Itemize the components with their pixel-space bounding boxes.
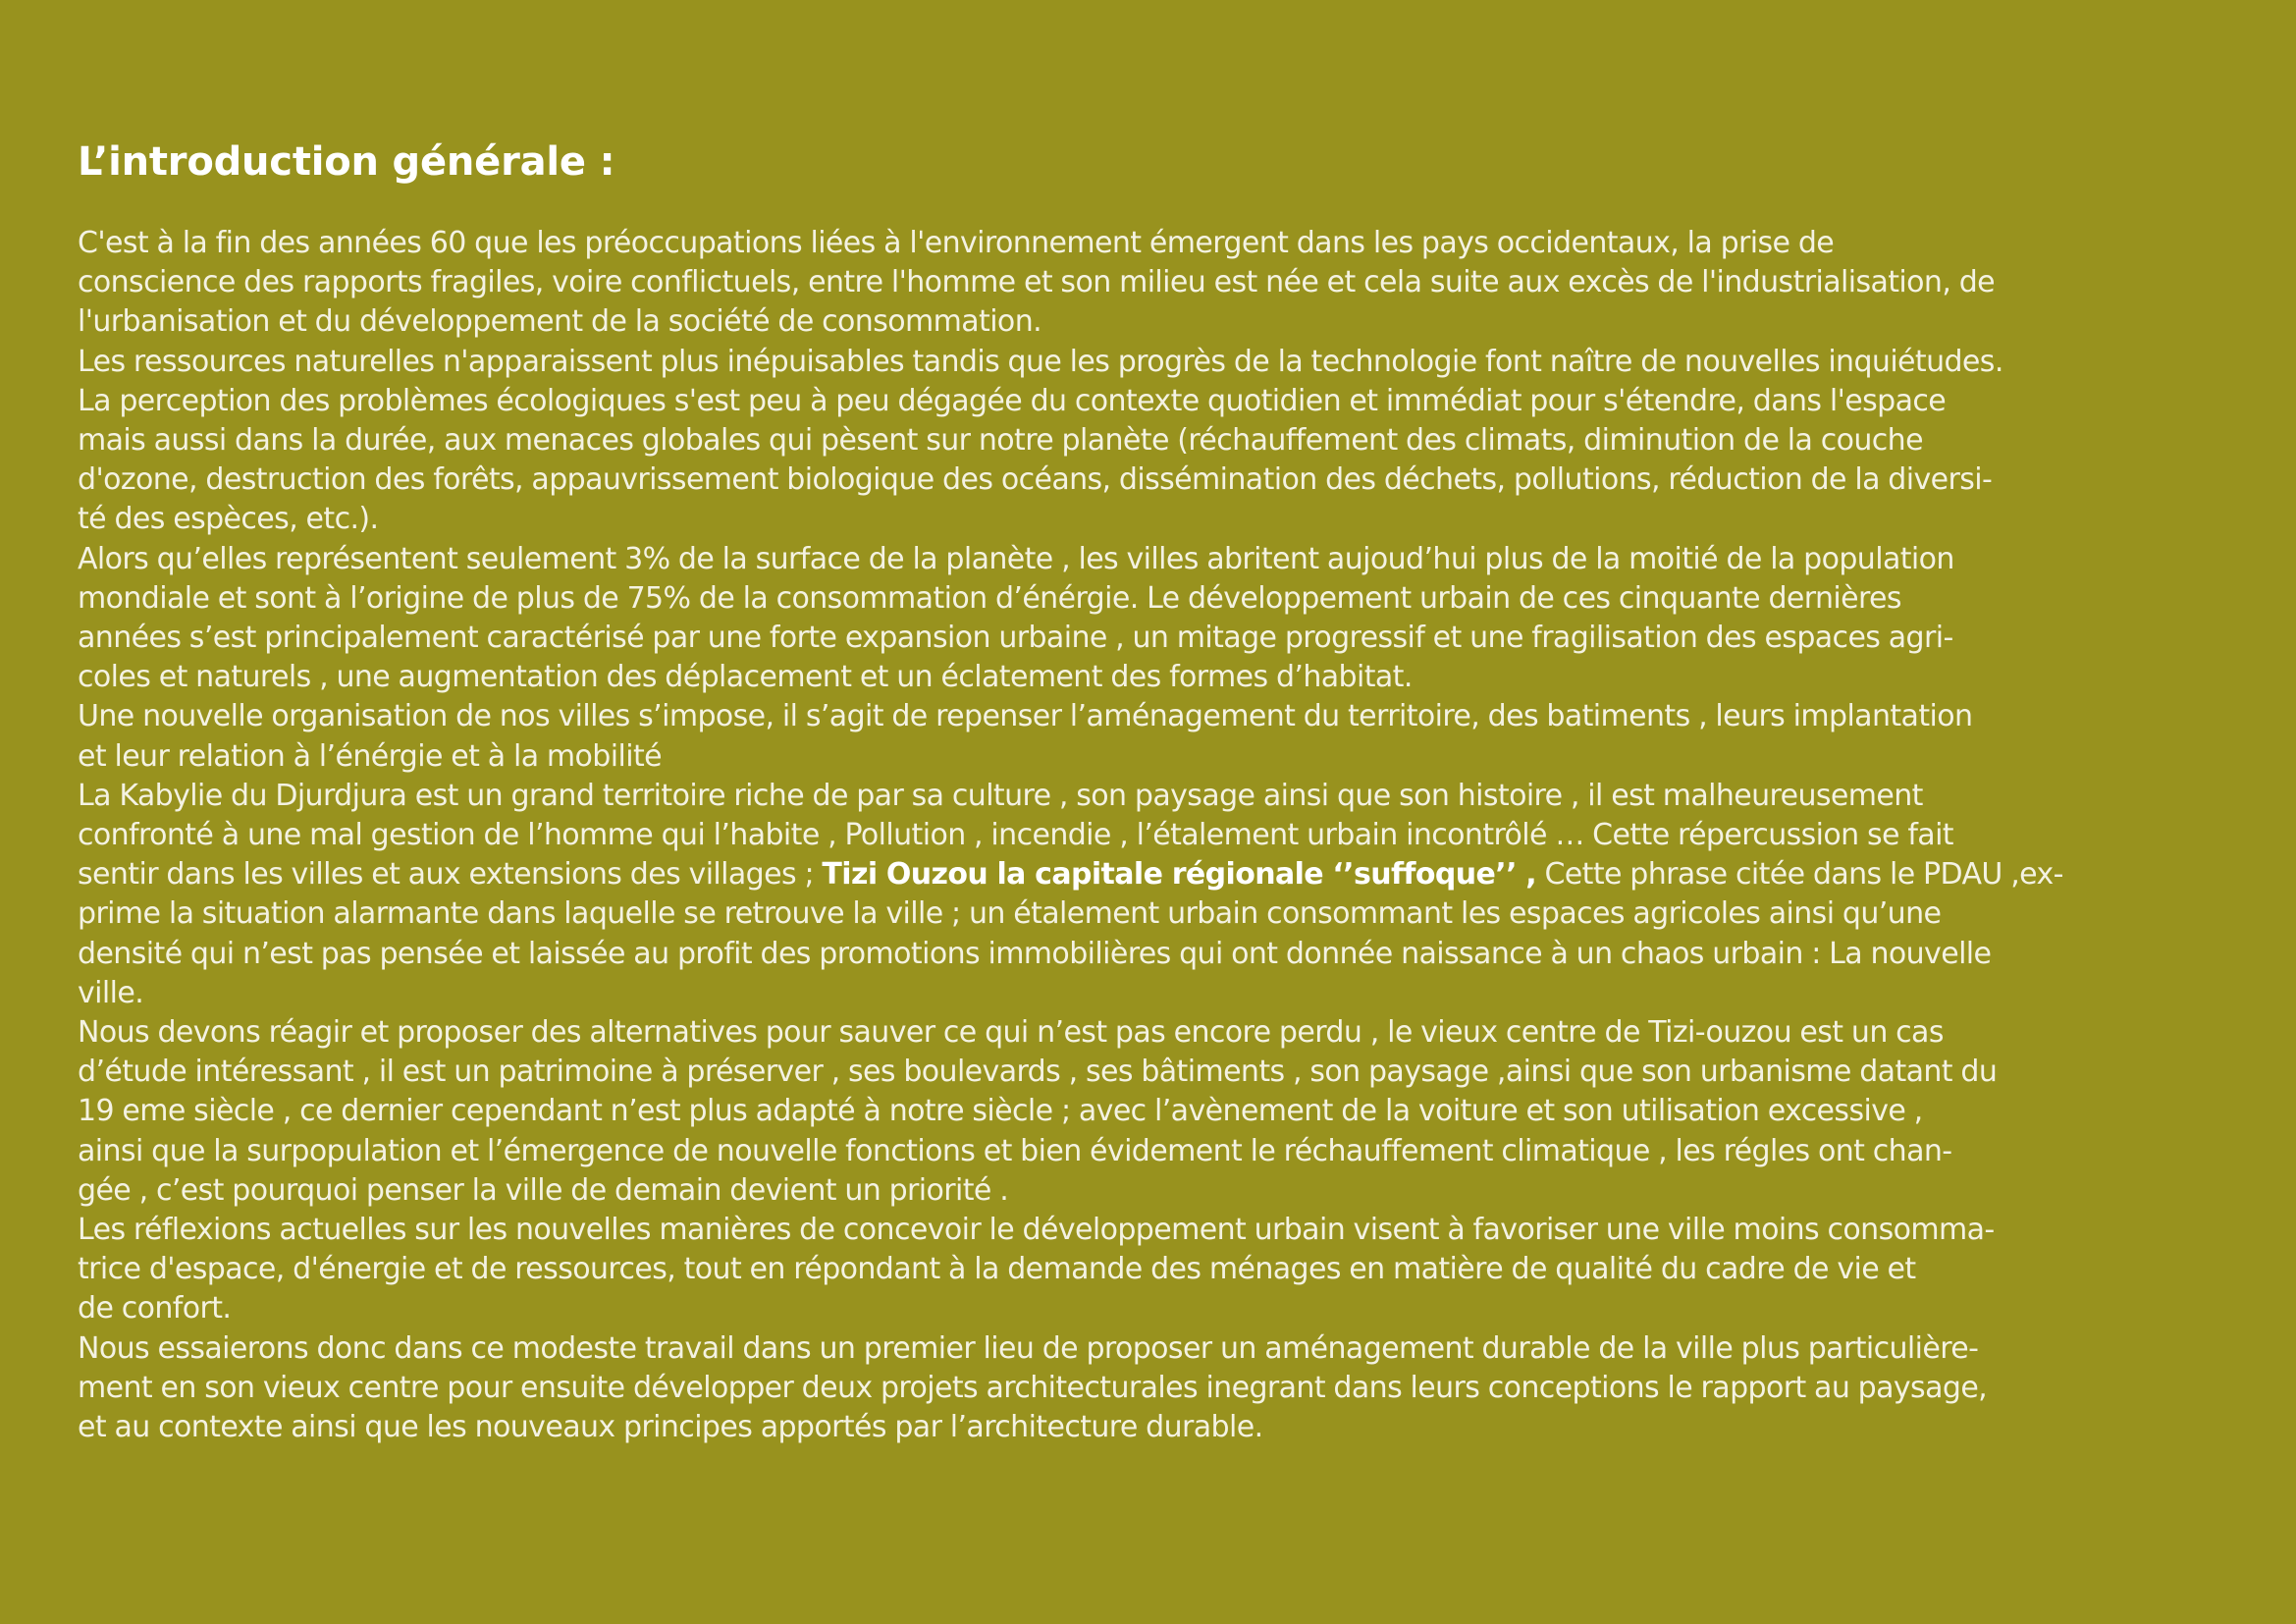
body-line: ville.	[78, 975, 144, 1010]
page-title: L’introduction générale :	[78, 139, 615, 185]
body-line-text: sentir dans les villes et aux extensions des villages ;	[78, 857, 823, 893]
body-line: mais aussi dans la durée, aux menaces globales qui pèsent sur notre planète (réchauffement des climats, diminution de la couche	[78, 423, 1923, 459]
body-line: et leur relation à l’énérgie et à la mobilité	[78, 738, 662, 774]
body-line	[78, 855, 2257, 894]
body-line: d’étude intéressant , il est un patrimoine à préserver , ses boulevards , ses bâtiments , son paysage ,ainsi que son urbanisme datant du	[78, 1055, 1998, 1090]
body-line: Nous devons réagir et proposer des alternatives pour sauver ce qui n’est pas encore perdu , le vieux centre de Tizi-ouzou est un cas	[78, 1015, 1944, 1051]
body-line: l'urbanisation et du développement de la société de consommation.	[78, 304, 1042, 340]
body-line: confronté à une mal gestion de l’homme qui l’habite , Pollution , incendie , l’étalement urbain incontrôlé … Cette répercussion se fait	[78, 818, 1953, 853]
body-line: densité qui n’est pas pensée et laissée au profit des promotions immobilières qui ont donnée naissance à un chaos urbain : La nouvelle	[78, 936, 1992, 971]
body-line: La perception des problèmes écologiques s'est peu à peu dégagée du contexte quotidien et immédiat pour s'étendre, dans l'espace	[78, 383, 1947, 418]
body-line: C'est à la fin des années 60 que les préoccupations liées à l'environnement émergent dans les pays occidentaux, la prise de	[78, 226, 1835, 260]
body-line: Les réflexions actuelles sur les nouvelles manières de concevoir le développement urbain visent à favoriser une ville moins consomma-	[78, 1213, 1995, 1248]
body-line: années s’est principalement caractérisé par une forte expansion urbaine , un mitage progressif et une fragilisation des espaces agri-	[78, 621, 1953, 656]
body-line: ment en son vieux centre pour ensuite développer deux projets architecturales inegrant dans leurs conceptions le rapport au paysage,	[78, 1370, 1988, 1405]
body-line: 19 eme siècle , ce dernier cependant n’est plus adapté à notre siècle ; avec l’avènement de la voiture et son utilisation excessive ,	[78, 1094, 1923, 1129]
body-line: Une nouvelle organisation de nos villes s’impose, il s’agit de repenser l’aménagement du territoire, des batiments , leurs implantation	[78, 699, 1973, 734]
body-line: conscience des rapports fragiles, voire conflictuels, entre l'homme et son milieu est née et cela suite aux excès de l'industrialisation, de	[78, 265, 1996, 300]
body-line: et au contexte ainsi que les nouveaux principes apportés par l’architecture durable.	[78, 1410, 1263, 1445]
body-line: gée , c’est pourquoi penser la ville de demain devient un priorité .	[78, 1172, 1009, 1208]
body-line: de confort.	[78, 1291, 232, 1326]
body-line: ainsi que la surpopulation et l’émergence de nouvelle fonctions et bien évidement le réchauffement climatique , les régles ont chan-	[78, 1133, 1952, 1168]
body-line: mondiale et sont à l’origine de plus de 75% de la consommation d’énérgie. Le développement urbain de ces cinquante dernières	[78, 580, 1901, 616]
body-line: d'ozone, destruction des forêts, appauvrissement biologique des océans, dissémination des déchets, pollutions, réduction de la diversi-	[78, 462, 1993, 498]
body-line: Nous essaierons donc dans ce modeste travail dans un premier lieu de proposer un aménagement durable de la ville plus particulière-	[78, 1330, 1979, 1366]
introduction-body	[78, 224, 2257, 1447]
body-line: Alors qu’elles représentent seulement 3% de la surface de la planète , les villes abritent aujoud’hui plus de la moitié de la population	[78, 541, 1954, 576]
emphasized-quote: Tizi Ouzou la capitale régionale ‘’suffoque’’ ,	[822, 857, 1537, 893]
body-line-text: Cette phrase citée dans le PDAU ,ex-	[1536, 857, 2063, 893]
body-line: té des espèces, etc.).	[78, 502, 379, 537]
body-line: La Kabylie du Djurdjura est un grand territoire riche de par sa culture , son paysage ainsi que son histoire , il est malheureusement	[78, 778, 1923, 813]
body-line: Les ressources naturelles n'apparaissent plus inépuisables tandis que les progrès de la technologie font naître de nouvelles inquiétudes.	[78, 344, 2003, 379]
body-line: prime la situation alarmante dans laquelle se retrouve la ville ; un étalement urbain consommant les espaces agricoles ainsi qu’une	[78, 896, 1942, 932]
body-line: coles et naturels , une augmentation des déplacement et un éclatement des formes d’habitat.	[78, 660, 1413, 695]
body-line: trice d'espace, d'énergie et de ressources, tout en répondant à la demande des ménages en matière de qualité du cadre de vie et	[78, 1252, 1916, 1287]
